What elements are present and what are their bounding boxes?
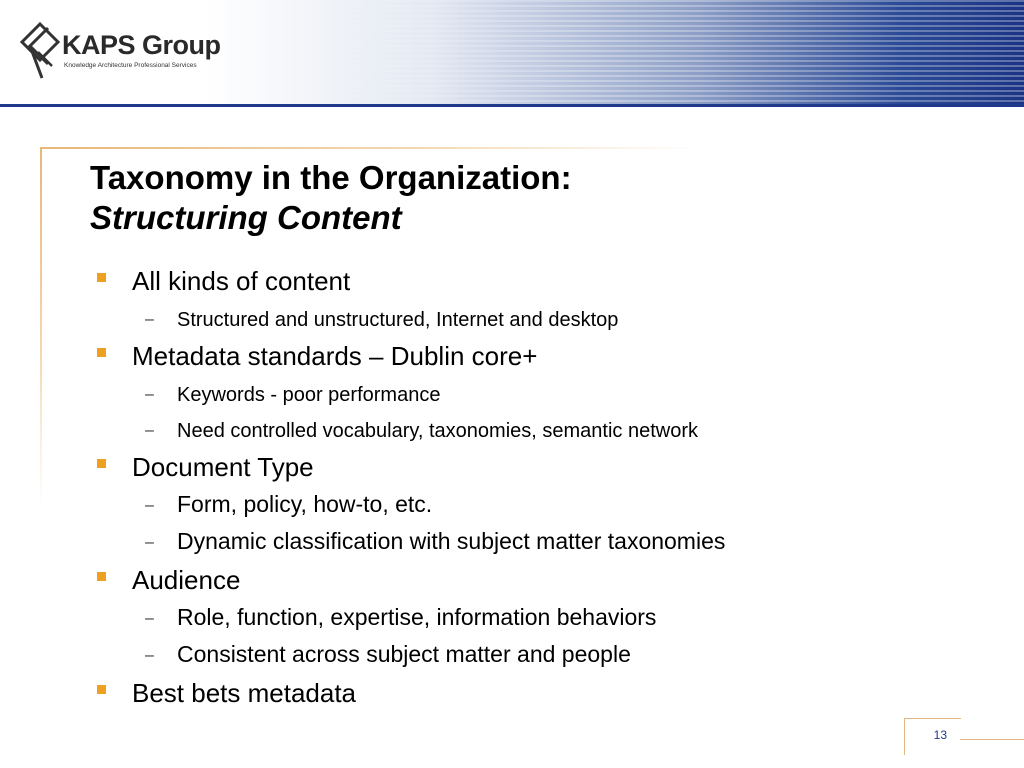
bullet-text: Audience	[132, 565, 241, 595]
bullet-list	[0, 262, 1024, 713]
square-bullet-icon	[97, 685, 106, 694]
page-number-box	[904, 718, 961, 755]
sub-bullet-text: Form, policy, how-to, etc.	[177, 491, 433, 517]
square-bullet-icon	[97, 348, 106, 357]
bullet-text: Document Type	[132, 452, 314, 482]
dash-bullet-icon: –	[145, 610, 154, 627]
header-rule	[0, 104, 1024, 107]
dash-bullet-icon: –	[145, 497, 154, 514]
sub-bullet-item	[0, 412, 1024, 448]
bullet-item	[0, 561, 1024, 599]
bullet-item	[0, 262, 1024, 300]
dash-bullet-icon: –	[145, 647, 154, 664]
dash-bullet-icon: –	[145, 386, 154, 403]
square-bullet-icon	[97, 459, 106, 468]
logo-name: KAPS Group	[62, 30, 221, 60]
square-bullet-icon	[97, 572, 106, 581]
logo-tagline: Knowledge Architecture Professional Services	[64, 62, 197, 69]
sub-bullet-item	[0, 487, 1024, 524]
bullet-text: All kinds of content	[132, 266, 351, 296]
bullet-item	[0, 674, 1024, 712]
dash-bullet-icon: –	[145, 534, 154, 551]
title-frame-top	[40, 147, 700, 149]
sub-bullet-item	[0, 376, 1024, 412]
sub-bullet-item	[0, 600, 1024, 637]
sub-bullet-text: Structured and unstructured, Internet and desktop	[177, 309, 619, 331]
page-number: 13	[933, 728, 947, 742]
sub-bullet-item	[0, 637, 1024, 674]
square-bullet-icon	[97, 273, 106, 282]
title-line-1: Taxonomy in the Organization:	[90, 159, 572, 196]
header-stripes	[284, 0, 1024, 104]
title-line-2: Structuring Content	[90, 199, 402, 236]
footer-rule	[960, 739, 1024, 740]
sub-bullet-text: Consistent across subject matter and people	[177, 641, 631, 667]
kaps-logo-mark-icon	[18, 22, 62, 80]
sub-bullet-item	[0, 524, 1024, 561]
bullet-text: Metadata standards – Dublin core+	[132, 341, 538, 371]
bullet-item	[0, 337, 1024, 375]
sub-bullet-text: Keywords - poor performance	[177, 384, 441, 406]
bullet-item	[0, 448, 1024, 486]
sub-bullet-text: Dynamic classification with subject matter taxonomies	[177, 528, 726, 554]
kaps-logo	[14, 18, 224, 84]
sub-bullet-text: Role, function, expertise, information behaviors	[177, 604, 657, 630]
slide-title	[90, 158, 572, 238]
sub-bullet-item	[0, 301, 1024, 337]
bullet-text: Best bets metadata	[132, 678, 357, 708]
dash-bullet-icon: –	[145, 311, 154, 328]
sub-bullet-text: Need controlled vocabulary, taxonomies, semantic network	[177, 420, 698, 442]
dash-bullet-icon: –	[145, 422, 154, 439]
